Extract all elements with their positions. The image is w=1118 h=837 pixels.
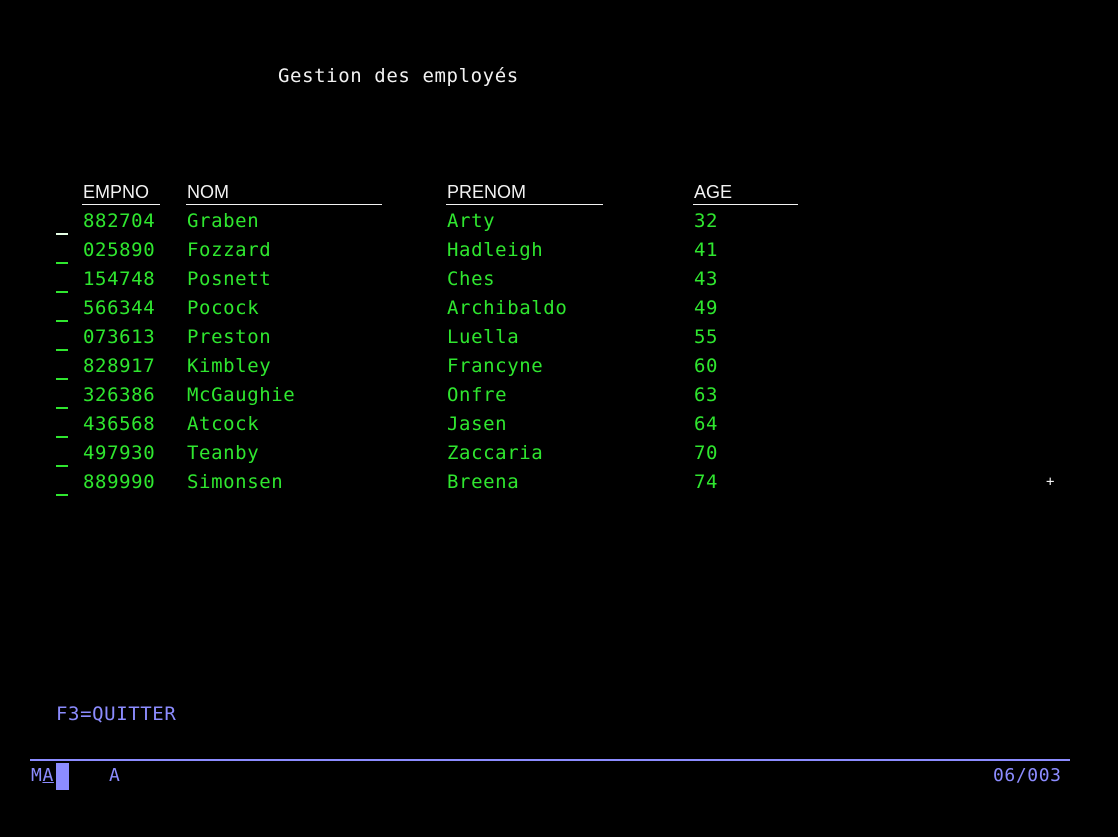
cell-age: 70 bbox=[694, 442, 719, 464]
row-option-input[interactable] bbox=[56, 349, 68, 351]
cell-nom: Pocock bbox=[187, 297, 260, 319]
status-mode-cursor: A bbox=[42, 765, 54, 786]
cell-empno: 025890 bbox=[83, 239, 156, 261]
cell-empno: 566344 bbox=[83, 297, 156, 319]
status-mode bbox=[31, 765, 54, 787]
row-option-input[interactable] bbox=[56, 436, 68, 438]
cell-empno: 497930 bbox=[83, 442, 156, 464]
cell-prenom: Archibaldo bbox=[447, 297, 568, 319]
cell-age: 63 bbox=[694, 384, 719, 406]
table-row bbox=[0, 413, 1118, 442]
table-row bbox=[0, 210, 1118, 239]
row-option-input[interactable] bbox=[56, 291, 68, 293]
cell-nom: McGaughie bbox=[187, 384, 296, 406]
row-option-input[interactable] bbox=[56, 233, 68, 235]
cell-nom: Atcock bbox=[187, 413, 260, 435]
cell-age: 60 bbox=[694, 355, 719, 377]
cell-prenom: Ches bbox=[447, 268, 496, 290]
cell-age: 49 bbox=[694, 297, 719, 319]
header-age-underline bbox=[693, 204, 798, 205]
table-row bbox=[0, 297, 1118, 326]
cell-prenom: Breena bbox=[447, 471, 520, 493]
cell-empno: 882704 bbox=[83, 210, 156, 232]
cell-nom: Simonsen bbox=[187, 471, 284, 493]
f3-quit-key[interactable]: F3=QUITTER bbox=[56, 703, 177, 725]
header-age: AGE bbox=[694, 182, 733, 202]
row-option-input[interactable] bbox=[56, 407, 68, 409]
header-empno-underline bbox=[82, 204, 160, 205]
cell-age: 41 bbox=[694, 239, 719, 261]
cell-empno: 828917 bbox=[83, 355, 156, 377]
cell-prenom: Hadleigh bbox=[447, 239, 544, 261]
status-divider bbox=[30, 759, 1070, 761]
row-option-input[interactable] bbox=[56, 378, 68, 380]
cursor-block bbox=[56, 763, 69, 790]
cell-prenom: Jasen bbox=[447, 413, 508, 435]
row-option-input[interactable] bbox=[56, 262, 68, 264]
cell-nom: Teanby bbox=[187, 442, 260, 464]
cell-prenom: Arty bbox=[447, 210, 496, 232]
cell-prenom: Francyne bbox=[447, 355, 544, 377]
table-row bbox=[0, 384, 1118, 413]
status-mode-letter: M bbox=[31, 765, 43, 786]
header-prenom-underline bbox=[446, 204, 603, 205]
cell-nom: Graben bbox=[187, 210, 260, 232]
more-records-indicator: + bbox=[1046, 474, 1056, 490]
cell-empno: 326386 bbox=[83, 384, 156, 406]
row-option-input[interactable] bbox=[56, 320, 68, 322]
table-row bbox=[0, 471, 1118, 500]
cell-empno: 889990 bbox=[83, 471, 156, 493]
cell-prenom: Zaccaria bbox=[447, 442, 544, 464]
cell-prenom: Luella bbox=[447, 326, 520, 348]
header-nom-underline bbox=[186, 204, 382, 205]
row-option-input[interactable] bbox=[56, 494, 68, 496]
cell-nom: Kimbley bbox=[187, 355, 272, 377]
cell-empno: 073613 bbox=[83, 326, 156, 348]
cell-empno: 436568 bbox=[83, 413, 156, 435]
cell-nom: Posnett bbox=[187, 268, 272, 290]
cell-nom: Fozzard bbox=[187, 239, 272, 261]
cell-age: 32 bbox=[694, 210, 719, 232]
header-empno: EMPNO bbox=[83, 182, 150, 202]
cell-empno: 154748 bbox=[83, 268, 156, 290]
cell-age: 55 bbox=[694, 326, 719, 348]
header-prenom: PRENOM bbox=[447, 182, 527, 202]
table-row bbox=[0, 326, 1118, 355]
cell-age: 64 bbox=[694, 413, 719, 435]
cell-prenom: Onfre bbox=[447, 384, 508, 406]
cell-age: 43 bbox=[694, 268, 719, 290]
cursor-position: 06/003 bbox=[993, 765, 1062, 786]
table-row bbox=[0, 355, 1118, 384]
table-row bbox=[0, 268, 1118, 297]
screen-title: Gestion des employés bbox=[278, 65, 519, 87]
cell-age: 74 bbox=[694, 471, 719, 493]
header-nom: NOM bbox=[187, 182, 229, 202]
status-indicator: A bbox=[109, 765, 121, 786]
table-row bbox=[0, 442, 1118, 471]
table-row bbox=[0, 239, 1118, 268]
row-option-input[interactable] bbox=[56, 465, 68, 467]
cell-nom: Preston bbox=[187, 326, 272, 348]
